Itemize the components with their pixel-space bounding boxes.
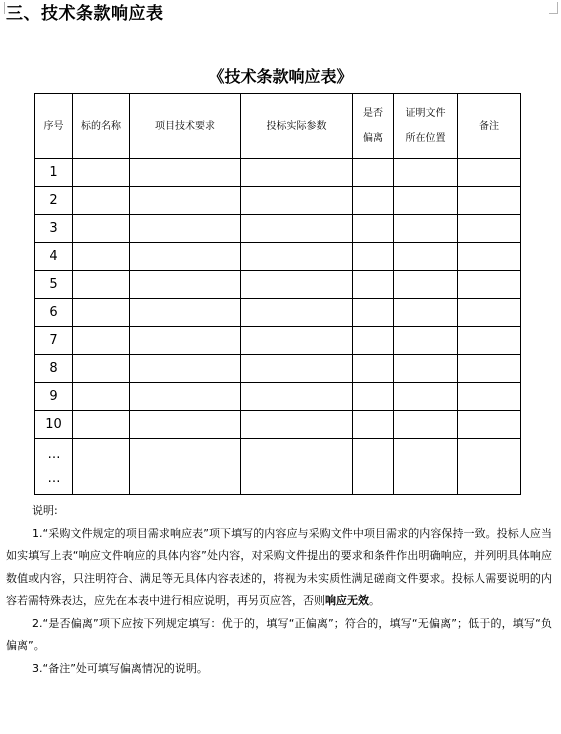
table-cell[interactable] xyxy=(458,271,521,299)
table-cell[interactable] xyxy=(458,187,521,215)
table-cell[interactable] xyxy=(353,355,394,383)
table-cell[interactable] xyxy=(241,299,353,327)
header-proof-line1: 证明文件 xyxy=(405,108,446,119)
row-seq: 1 xyxy=(35,159,73,187)
table-row xyxy=(35,271,521,299)
table-row xyxy=(35,327,521,355)
note-1-text: 1.“采购文件规定的项目需求响应表”项下填写的内容应与采购文件中项目需求的内容保持一致。投标人应当如实填写上表“响应文件响应的具体内容”处内容，对采购文件提出的要求和条件作出明确响应，并列明具体响应数值或内容，只注明符合、满足等无具体内容表述的，将视为未实质性满足磋商文件要求。投标人需要说明的内容若需特殊表达，应先在本表中进行相应说明，再另页应答，否则 xyxy=(6,526,552,607)
table-cell[interactable] xyxy=(241,439,353,495)
table-cell[interactable] xyxy=(394,439,458,495)
table-cell[interactable] xyxy=(241,355,353,383)
row-seq: 10 xyxy=(35,411,73,439)
table-cell[interactable] xyxy=(130,383,241,411)
table-cell[interactable] xyxy=(241,271,353,299)
table-cell[interactable] xyxy=(73,159,130,187)
table-cell[interactable] xyxy=(394,355,458,383)
table-cell[interactable] xyxy=(241,243,353,271)
row-seq: 5 xyxy=(35,271,73,299)
table-cell[interactable] xyxy=(353,439,394,495)
table-cell[interactable] xyxy=(353,299,394,327)
header-deviation-line1: 是否 xyxy=(363,108,383,119)
table-cell[interactable] xyxy=(241,327,353,355)
table-cell[interactable] xyxy=(130,439,241,495)
table-cell[interactable] xyxy=(394,299,458,327)
ellipsis-mark: … xyxy=(47,470,60,486)
note-1-bold-text: 响应无效 xyxy=(325,594,369,607)
table-cell[interactable] xyxy=(458,299,521,327)
header-seq: 序号 xyxy=(35,94,73,159)
note-1-end: 。 xyxy=(369,594,380,607)
table-cell[interactable] xyxy=(394,215,458,243)
table-cell[interactable] xyxy=(394,271,458,299)
table-cell[interactable] xyxy=(130,271,241,299)
table-row xyxy=(35,411,521,439)
table-cell[interactable] xyxy=(353,271,394,299)
section-heading: 三、技术条款响应表 xyxy=(6,4,164,24)
table-cell[interactable] xyxy=(458,411,521,439)
table-row xyxy=(35,215,521,243)
table-cell[interactable] xyxy=(458,355,521,383)
table-cell[interactable] xyxy=(353,383,394,411)
table-cell[interactable] xyxy=(458,383,521,411)
row-seq: 7 xyxy=(35,327,73,355)
table-cell[interactable] xyxy=(130,215,241,243)
header-proof-location xyxy=(394,94,458,159)
header-project-requirement: 项目技术要求 xyxy=(130,94,241,159)
table-title: 《技术条款响应表》 xyxy=(208,67,353,86)
table-cell[interactable] xyxy=(353,411,394,439)
notes-label: 说明: xyxy=(32,504,58,517)
table-row xyxy=(35,159,521,187)
table-cell[interactable] xyxy=(73,411,130,439)
table-cell[interactable] xyxy=(73,215,130,243)
header-deviation xyxy=(353,94,394,159)
table-row xyxy=(35,243,521,271)
ellipsis-mark: … xyxy=(47,446,60,462)
table-cell[interactable] xyxy=(458,439,521,495)
row-seq: 4 xyxy=(35,243,73,271)
table-cell[interactable] xyxy=(130,411,241,439)
row-seq: 2 xyxy=(35,187,73,215)
row-seq: 9 xyxy=(35,383,73,411)
row-seq-ellipsis xyxy=(35,439,73,495)
table-cell[interactable] xyxy=(73,383,130,411)
table-cell[interactable] xyxy=(394,243,458,271)
table-cell[interactable] xyxy=(241,187,353,215)
table-cell[interactable] xyxy=(394,327,458,355)
table-cell[interactable] xyxy=(394,187,458,215)
table-cell[interactable] xyxy=(353,159,394,187)
table-cell[interactable] xyxy=(394,383,458,411)
technical-response-table xyxy=(34,93,521,495)
table-cell[interactable] xyxy=(73,327,130,355)
table-cell[interactable] xyxy=(241,411,353,439)
table-cell[interactable] xyxy=(73,187,130,215)
page-corner-mark-left xyxy=(4,2,5,14)
table-cell[interactable] xyxy=(458,215,521,243)
table-cell[interactable] xyxy=(130,299,241,327)
header-item-name: 标的名称 xyxy=(73,94,130,159)
table-cell[interactable] xyxy=(394,411,458,439)
row-seq: 8 xyxy=(35,355,73,383)
note-3: 3.“备注”处可填写偏离情况的说明。 xyxy=(32,661,208,675)
table-cell[interactable] xyxy=(73,243,130,271)
table-cell[interactable] xyxy=(353,215,394,243)
table-cell[interactable] xyxy=(130,355,241,383)
table-cell[interactable] xyxy=(73,299,130,327)
header-bid-parameters: 投标实际参数 xyxy=(241,94,353,159)
table-cell[interactable] xyxy=(130,159,241,187)
row-seq: 6 xyxy=(35,299,73,327)
header-proof-line2: 所在位置 xyxy=(405,133,446,144)
table-row xyxy=(35,355,521,383)
table-header-row xyxy=(35,94,521,159)
table-cell[interactable] xyxy=(353,187,394,215)
table-cell[interactable] xyxy=(353,327,394,355)
table-cell[interactable] xyxy=(241,383,353,411)
table-cell[interactable] xyxy=(73,439,130,495)
table-cell[interactable] xyxy=(130,243,241,271)
page-corner-mark-right xyxy=(557,2,558,14)
table-cell[interactable] xyxy=(458,243,521,271)
table-row xyxy=(35,383,521,411)
notes-section xyxy=(6,500,552,680)
table-cell[interactable] xyxy=(241,215,353,243)
table-cell[interactable] xyxy=(241,159,353,187)
table-cell[interactable] xyxy=(73,355,130,383)
table-row-ellipsis xyxy=(35,439,521,495)
table-cell[interactable] xyxy=(458,159,521,187)
table-cell[interactable] xyxy=(458,327,521,355)
table-row xyxy=(35,187,521,215)
table-row xyxy=(35,299,521,327)
table-cell[interactable] xyxy=(73,271,130,299)
row-seq: 3 xyxy=(35,215,73,243)
header-deviation-line2: 偏离 xyxy=(363,133,383,144)
note-2: 2.“是否偏离”项下应按下列规定填写：优于的，填写“正偏离”；符合的，填写“无偏离”；低于的，填写“负偏离”。 xyxy=(6,616,552,652)
table-cell[interactable] xyxy=(353,243,394,271)
table-cell[interactable] xyxy=(394,159,458,187)
note-1 xyxy=(6,523,552,613)
header-remark: 备注 xyxy=(458,94,521,159)
table-cell[interactable] xyxy=(130,187,241,215)
table-cell[interactable] xyxy=(130,327,241,355)
